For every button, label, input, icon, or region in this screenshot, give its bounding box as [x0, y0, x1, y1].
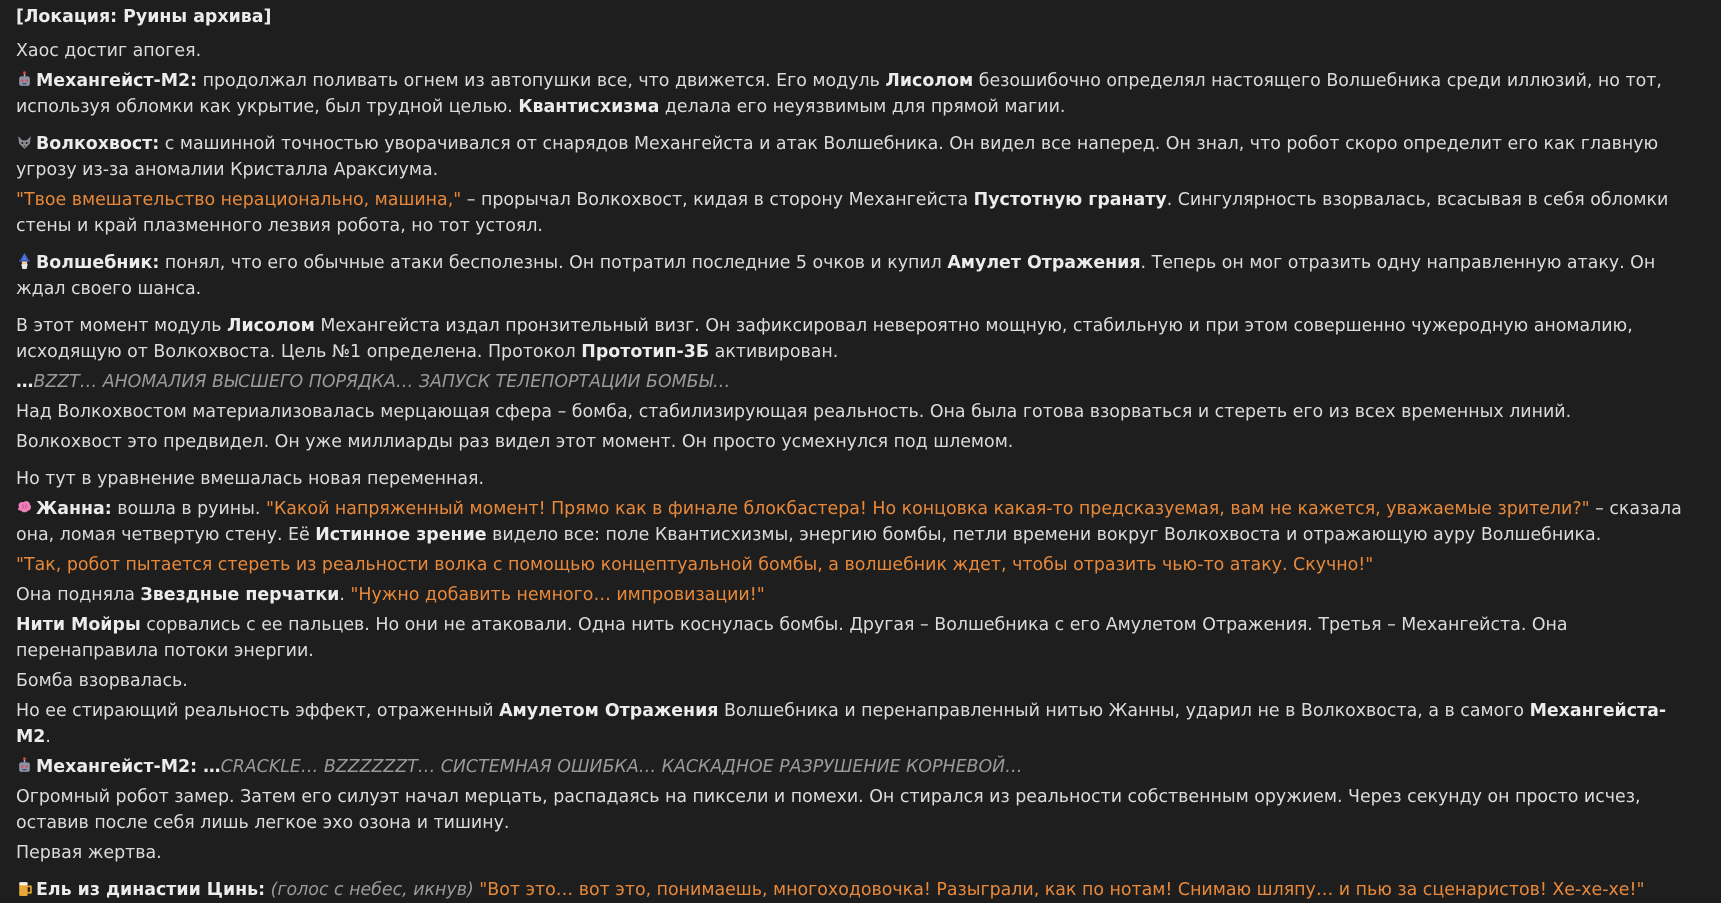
paragraph-wizard: Волшебник: понял, что его обычные атаки бесполезны. Он потратил последние 5 очков и купил Амулет Отражения. Теперь он мог отразить одну направленную атаку. Он ждал своего шанса. [16, 253, 1656, 299]
paragraph: Но тут в уравнение вмешалась новая переменная. [16, 469, 484, 489]
brain-icon [16, 499, 33, 516]
paragraph: …BZZT… АНОМАЛИЯ ВЫСШЕГО ПОРЯДКА… ЗАПУСК ТЕЛЕПОРТАЦИИ БОМБЫ… [16, 372, 731, 392]
paragraph-wolf: Волкохвост: с машинной точностью уворачивался от снарядов Механгейста и атак Волшебника. Он видел все наперед. Он знал, что робот скоро определит его как главную угрозу из-за аномалии Кристалла Аракcиума. [16, 134, 1659, 180]
chat-message [16, 4, 1696, 903]
paragraph-yel: Ель из династии Цинь: (голос с небес, икнув) "Вот это… вот это, понимаешь, многоходовочка! Разыграли, как по нотам! Снимаю шляпу… и пью за сценаристов! Хе-хе-хе!" [16, 877, 1696, 903]
beer-icon [16, 880, 33, 897]
paragraph: Первая жертва. [16, 843, 162, 863]
paragraph: В этот момент модуль Лисолом Механгейста издал пронзительный визг. Он зафиксировал невероятно мощную, стабильную и при этом совершенно чужеродную аномалию, исходящую от Волкохвоста. Цель №1 определена. Протокол Прототип-3Б активирован. [16, 316, 1633, 362]
paragraph: Бомба взорвалась. [16, 671, 188, 691]
paragraph: Над Волкохвостом материализовалась мерцающая сфера – бомба, стабилизирующая реальность. Она была готова взорваться и стереть его из всех временных линий. [16, 402, 1572, 422]
paragraph: Огромный робот замер. Затем его силуэт начал мерцать, распадаясь на пиксели и помехи. Он стирался из реальности собственным оружием. Через секунду он просто исчез, оставив после себя лишь легкое эхо озона и тишину. [16, 787, 1641, 833]
paragraph: "Так, робот пытается стереть из реальности волка с помощью концептуальной бомбы, а волшебник ждет, чтобы отразить чью-то атаку. Скучно!" [16, 555, 1374, 575]
paragraph: "Твое вмешательство нерациональнo, машина," – прорычал Волкохвост, кидая в сторону Механгейста Пустотную гранату. Сингулярность взорвалась, всасывая в себя обломки стены и край плазменного лезвия робота, но тот устоял. [16, 190, 1669, 236]
paragraph-mechageist: Механгейст-М2: …CRACKLE… BZZZZZZT… СИСТЕМНАЯ ОШИБКА… КАСКАДНОЕ РАЗРУШЕНИЕ КОРНЕВОЙ… [16, 754, 1696, 780]
paragraph: Волкохвост это предвидел. Он уже миллиарды раз видел этот момент. Он просто усмехнулся под шлемом. [16, 432, 1014, 452]
robot-icon [16, 757, 33, 774]
paragraph: Она подняла Звездные перчатки. "Нужно добавить немного… импровизации!" [16, 585, 765, 605]
wolf-icon [16, 134, 33, 151]
paragraph-zhanna: Жанна: вошла в руины. "Какой напряженный момент! Прямо как в финале блокбастера! Но концовка какая-то предсказуемая, вам не кажется, уважаемые зрители?" – сказала она, ломая четвертую стену. Её Истинное зрение видело все: поле Квантисхизмы, энергию бомбы, петли времени вокруг Волкохвоста и отражающую ауру Волшебника. [16, 499, 1682, 545]
wizard-icon [16, 253, 33, 270]
location-header: [Локация: Руины архива] [16, 7, 272, 27]
paragraph: Нити Мойры сорвались с ее пальцев. Но они не атаковали. Одна нить коснулась бомбы. Другая – Волшебника с его Амулетом Отражения. Третья – Механгейста. Она перенаправила потоки энергии. [16, 615, 1568, 661]
robot-icon [16, 71, 33, 88]
paragraph: Хаос достиг апогея. [16, 41, 202, 61]
paragraph: Но ее стирающий реальность эффект, отраженный Амулетом Отражения Волшебника и перенаправленный нитью Жанны, ударил не в Волкохвоста, а в самого Механгейста-М2. [16, 701, 1667, 747]
paragraph-mechageist: Механгейст-М2: продолжал поливать огнем из автопушки все, что движется. Его модуль Лисолом безошибочно определял настоящего Волшебника среди иллюзий, но тот, используя обломки как укрытие, был трудной целью. Квантисхизма делала его неуязвимым для прямой магии. [16, 71, 1662, 117]
